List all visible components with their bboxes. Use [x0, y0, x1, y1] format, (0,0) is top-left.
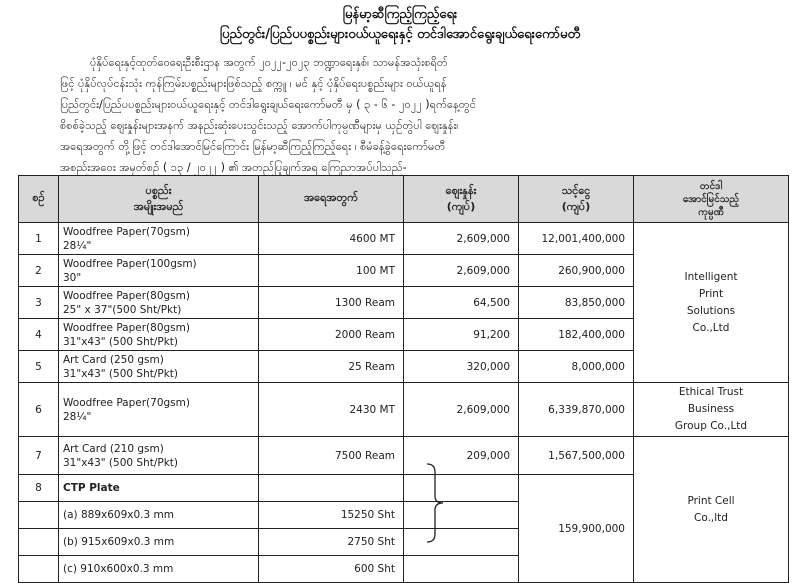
row-qty: 4600 MT — [259, 223, 404, 255]
item-name: Art Card (210 gsm) — [63, 442, 164, 455]
paragraph-line: အရေအတွက် တို့ဖြင့် တင်ဒါအောင်မြင်ကြောင်း မြန်မာ့ဆီကြည့်ကြည့်ရေး ၊ စီမံခန့်ခွဲရေးကော်မတီ — [60, 140, 446, 153]
row-qty: 100 MT — [259, 255, 404, 287]
row-no — [19, 529, 59, 556]
row-total: 159,900,000 — [519, 475, 634, 583]
row-qty: 15250 Sht — [259, 502, 404, 529]
row-no — [19, 556, 59, 583]
row-item: (b) 915x609x0.3 mm — [59, 529, 259, 556]
item-spec: 28¼" — [63, 239, 92, 252]
row-item — [59, 319, 259, 351]
row-price — [404, 556, 519, 583]
row-item — [59, 383, 259, 437]
paragraph-line: ပုံနှိပ်ရေးနှင့်ထုတ်ဝေရေးဦးစီးဌာန အတွက် ၂၀၂၂-၂၀၂၃ ဘဏ္ဍာရေးနှစ်၊ သာမန်အသုံးစရိတ် — [90, 56, 448, 69]
table-header-row — [19, 176, 789, 223]
table-row — [19, 223, 789, 255]
row-item — [59, 255, 259, 287]
row-item: CTP Plate — [59, 475, 259, 502]
row-qty — [259, 475, 404, 502]
row-total: 6,339,870,000 — [519, 383, 634, 437]
row-no: 3 — [19, 287, 59, 319]
row-no: 5 — [19, 351, 59, 383]
paragraph-line: အစည်းအဝေး အမှတ်စဉ် ( ၁၃ / ၂၀၂၂ ) ၏ အတည်ပြုချက်အရ ကြေညာအပ်ပါသည်- — [60, 161, 407, 174]
item-spec: 28¼" — [63, 410, 92, 423]
supplier-cell: Ethical Trust Business Group Co.,Ltd — [634, 383, 789, 437]
row-item — [59, 223, 259, 255]
row-price: 2,609,000 — [404, 383, 519, 437]
row-item: (c) 910x600x0.3 mm — [59, 556, 259, 583]
item-spec: 31"x43" (500 Sht/Pkt) — [63, 456, 179, 469]
item-name: Woodfree Paper(70gsm) — [63, 396, 190, 409]
row-price: 91,200 — [404, 319, 519, 351]
row-price — [404, 502, 519, 529]
row-qty: 25 Ream — [259, 351, 404, 383]
item-spec: 31"x43" (500 Sht/Pkt) — [63, 335, 179, 348]
header-no: စဉ် — [19, 176, 59, 223]
row-qty: 2750 Sht — [259, 529, 404, 556]
row-qty: 2000 Ream — [259, 319, 404, 351]
row-item — [59, 437, 259, 475]
row-total: 83,850,000 — [519, 287, 634, 319]
header-total: သင့်ငွေ (ကျပ်) — [519, 176, 634, 223]
row-qty: 600 Sht — [259, 556, 404, 583]
row-item: (a) 889x609x0.3 mm — [59, 502, 259, 529]
header-price: ဈေးနှုန်း (ကျပ်) — [404, 176, 519, 223]
item-name: Woodfree Paper(80gsm) — [63, 321, 190, 334]
row-no — [19, 502, 59, 529]
row-price: 2,609,000 — [404, 223, 519, 255]
row-item — [59, 287, 259, 319]
row-total: 12,001,400,000 — [519, 223, 634, 255]
item-spec: 25" x 37"(500 Sht/Pkt) — [63, 303, 182, 316]
curly-brace-icon — [425, 462, 445, 544]
tender-results-table — [18, 175, 789, 583]
row-price: 209,000 — [404, 437, 519, 475]
supplier-cell: Intelligent Print Solutions Co.,Ltd — [634, 223, 789, 383]
row-price — [404, 475, 519, 502]
row-no: 4 — [19, 319, 59, 351]
item-spec: 30" — [63, 271, 82, 284]
document-title: မြန်မာ့ဆီကြည့်ကြည့်ရေး — [342, 7, 458, 22]
row-total: 260,900,000 — [519, 255, 634, 287]
header-item: ပစ္စည်း အမျိုးအမည် — [59, 176, 259, 223]
paragraph-line: ပြည်တွင်း/ပြည်ပပစ္စည်းများဝယ်ယူရေးနှင့် တင်ဒါရွေးချယ်ရေးကော်မတီ မှ ( ၃ - ၆ - ၂၀၂၂ )ရက်နေ့တွင် — [60, 98, 476, 111]
row-total: 8,000,000 — [519, 351, 634, 383]
row-no: 8 — [19, 475, 59, 502]
table-row — [19, 437, 789, 475]
item-name: Art Card (250 gsm) — [63, 353, 164, 366]
document-subtitle: ပြည်တွင်း/ပြည်ပပစ္စည်းများဝယ်ယူရေးနှင့် တင်ဒါအောင်ရွေးချယ်ရေးကော်မတီ — [219, 27, 581, 42]
row-qty: 2430 MT — [259, 383, 404, 437]
row-item — [59, 351, 259, 383]
item-name: Woodfree Paper(70gsm) — [63, 225, 190, 238]
item-name: Woodfree Paper(100gsm) — [63, 257, 197, 270]
announcement-paragraph — [60, 52, 760, 178]
item-name: Woodfree Paper(80gsm) — [63, 289, 190, 302]
row-qty: 1300 Ream — [259, 287, 404, 319]
paragraph-line: စိစစ်ခဲ့သည့် ဈေးနှုန်းများအနက် အနည်းဆုံးပေးသွင်းသည့် အောက်ပါကုမ္ပဏီများမှ ယှဉ်တွဲပါ ဈေးနှုန်း၊ — [60, 119, 459, 132]
header-supplier: တင်ဒါ အောင်မြင်သည့် ကုမ္ပဏီ — [634, 176, 789, 223]
item-spec: 31"x43" (500 Sht/Pkt) — [63, 367, 179, 380]
row-price: 320,000 — [404, 351, 519, 383]
row-total: 182,400,000 — [519, 319, 634, 351]
row-no: 6 — [19, 383, 59, 437]
row-qty: 7500 Ream — [259, 437, 404, 475]
table-row — [19, 383, 789, 437]
row-price: 2,609,000 — [404, 255, 519, 287]
supplier-cell: Print Cell Co.,ltd — [634, 437, 789, 583]
paragraph-line: ဖြင့် ပုံနှိပ်လုပ်ငန်းသုံး ကုန်ကြမ်းပစ္စည်းများဖြစ်သည့် စက္ကူ ၊ မင် နှင့် ပုံနှိပ်ရေးပစ္စည်းများ ဝယ်ယူရန် — [60, 77, 447, 90]
row-price — [404, 529, 519, 556]
row-total: 1,567,500,000 — [519, 437, 634, 475]
row-price: 64,500 — [404, 287, 519, 319]
row-no: 7 — [19, 437, 59, 475]
row-no: 2 — [19, 255, 59, 287]
header-qty: အရေအတွက် — [259, 176, 404, 223]
row-no: 1 — [19, 223, 59, 255]
